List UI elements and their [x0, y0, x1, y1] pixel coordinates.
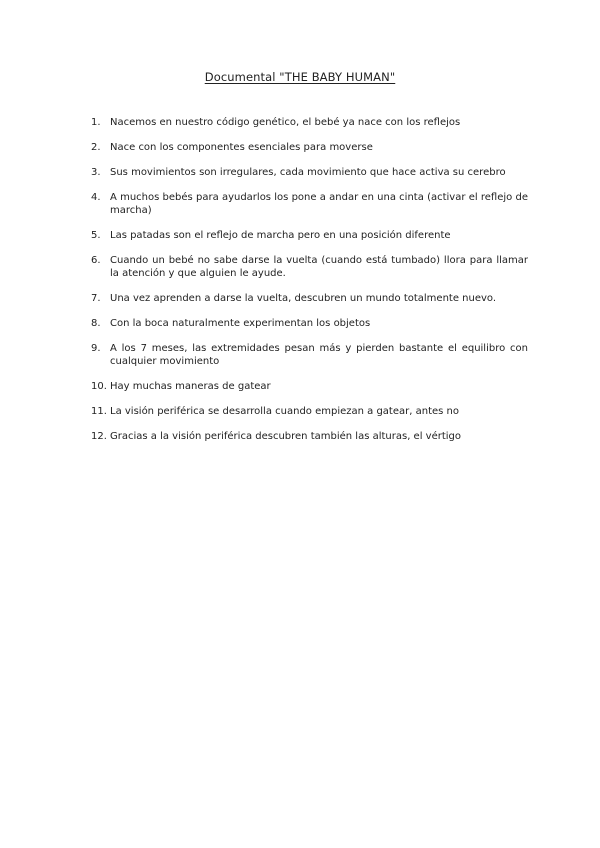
list-item: [91, 317, 528, 330]
list-item-text: Hay muchas maneras de gatear: [110, 381, 271, 392]
list-item-number: 9.: [91, 343, 101, 354]
list-item: [91, 342, 528, 368]
list-item-number: 3.: [91, 167, 101, 178]
list-item-number: 2.: [91, 142, 101, 153]
list-item-text: Nacemos en nuestro código genético, el bebé ya nace con los reflejos: [110, 117, 461, 128]
list-item-text: Gracias a la visión periférica descubren también las alturas, el vértigo: [110, 431, 462, 442]
list-item-text: La visión periférica se desarrolla cuando empiezan a gatear, antes no: [110, 406, 459, 417]
list-item-number: 1.: [91, 117, 101, 128]
list-item-number: 8.: [91, 318, 101, 329]
list-item-text: Con la boca naturalmente experimentan los objetos: [110, 318, 371, 329]
list-item-text: Sus movimientos son irregulares, cada movimiento que hace activa su cerebro: [110, 167, 506, 178]
list-item: [91, 141, 528, 154]
list-item-text: Una vez aprenden a darse la vuelta, descubren un mundo totalmente nuevo.: [110, 293, 497, 304]
list-item-text: A muchos bebés para ayudarlos los pone a andar en una cinta (activar el reflejo de marcha): [110, 192, 528, 216]
list-item: [91, 254, 528, 280]
list-item-text: A los 7 meses, las extremidades pesan más y pierden bastante el equilibro con cualquier movimiento: [110, 343, 528, 367]
list-item: [91, 405, 528, 418]
list-item-number: 6.: [91, 255, 101, 266]
document-title: Documental "THE BABY HUMAN": [204, 70, 396, 84]
list-item-number: 11.: [91, 406, 107, 417]
numbered-list: [91, 116, 528, 455]
list-item: [91, 191, 528, 217]
list-item-text: Nace con los componentes esenciales para moverse: [110, 142, 373, 153]
list-item-number: 10.: [91, 381, 107, 392]
list-item: [91, 430, 528, 443]
list-item: [91, 116, 528, 129]
list-item-number: 5.: [91, 230, 101, 241]
list-item-number: 12.: [91, 431, 107, 442]
list-item-text: Cuando un bebé no sabe darse la vuelta (cuando está tumbado) llora para llamar la atención y que alguien le ayude.: [110, 255, 528, 279]
list-item-text: Las patadas son el reflejo de marcha pero en una posición diferente: [110, 230, 451, 241]
list-item: [91, 229, 528, 242]
list-item: [91, 380, 528, 393]
list-item-number: 7.: [91, 293, 101, 304]
list-item-number: 4.: [91, 192, 101, 203]
list-item: [91, 292, 528, 305]
list-item: [91, 166, 528, 179]
